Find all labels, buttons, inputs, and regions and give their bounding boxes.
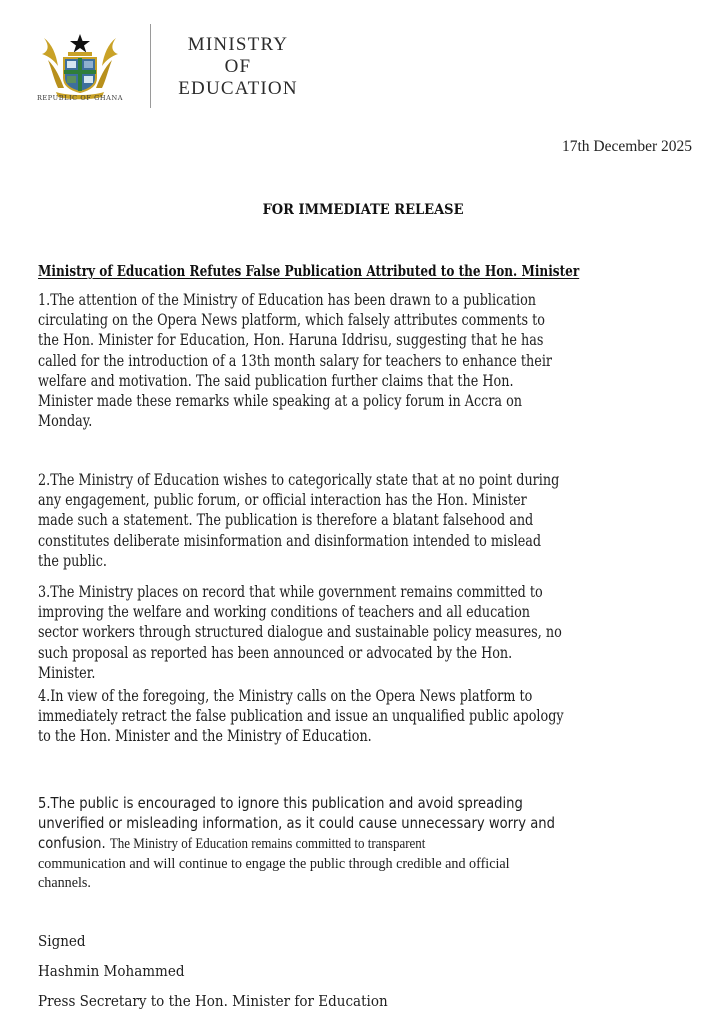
sans-segment: confusion. (38, 834, 110, 853)
paragraph-line: any engagement, public forum, or official interaction has the Hon. Minister (38, 491, 527, 510)
paragraph-line: such proposal as reported has been announced or advocated by the Hon. (38, 643, 513, 662)
paragraph-line: Minister. (38, 663, 96, 682)
ministry-line: EDUCATION (178, 78, 298, 99)
paragraph-line: constitutes deliberate misinformation and disinformation intended to mislead (38, 531, 542, 550)
paragraph-line: Minister made these remarks while speaking at a policy forum in Accra on (38, 391, 523, 410)
paragraph-line: 4.In view of the foregoing, the Ministry calls on the Opera News platform to (38, 687, 533, 705)
header-divider (150, 24, 151, 108)
serif-segment: The Ministry of Education remains committed to transparent (109, 835, 426, 853)
release-label (0, 202, 726, 218)
paragraph-line: 5.The public is encouraged to ignore this publication and avoid spreading (38, 794, 523, 812)
paragraph-line: 3.The Ministry places on record that while government remains committed to (38, 583, 543, 601)
signatory-name-text: Hashmin Mohammed (38, 962, 185, 980)
paragraph-3 (38, 582, 669, 683)
paragraph-line: made such a statement. The publication is therefore a blatant falsehood and (38, 511, 534, 530)
paragraph-line: welfare and motivation. The said publication further claims that the Hon. (38, 371, 514, 390)
paragraph-line: 1.The attention of the Ministry of Education has been drawn to a publication (38, 291, 536, 309)
signatory-name (38, 962, 201, 980)
paragraph-line: to the Hon. Minister and the Ministry of Education. (38, 727, 372, 746)
signatory-role-text: Press Secretary to the Hon. Minister for Education (38, 992, 388, 1010)
release-label-text: FOR IMMEDIATE RELEASE (262, 202, 464, 218)
paragraph-5 (38, 793, 643, 892)
paragraph-line: the public. (38, 551, 107, 570)
paragraph-line: sector workers through structured dialogue and sustainable policy measures, no (38, 623, 562, 642)
paragraph-line: unverified or misleading information, as it could cause unnecessary worry and (38, 814, 555, 833)
paragraph-2 (38, 470, 666, 571)
paragraph-line: the Hon. Minister for Education, Hon. Haruna Iddrisu, suggesting that he has (38, 331, 544, 350)
paragraph-line: circulating on the Opera News platform, which falsely attributes comments to (38, 311, 545, 330)
signed-label (38, 932, 91, 950)
paragraph-1 (38, 290, 657, 431)
paragraph-line: immediately retract the false publication and issue an unqualified public apology (38, 707, 564, 726)
ghana-coat-of-arms-logo (38, 30, 122, 100)
ministry-wordmark (168, 34, 308, 100)
ministry-line: OF (224, 56, 252, 77)
signatory-role (38, 992, 427, 1010)
coat-of-arms-icon (38, 30, 122, 100)
paragraph-line: 2.The Ministry of Education wishes to categorically state that at no point during (38, 471, 560, 489)
paragraph-line: communication and will continue to engage the public through credible and official (38, 854, 510, 872)
signed-text: Signed (38, 932, 86, 950)
paragraph-line: channels. (38, 873, 91, 891)
paragraph-line: improving the welfare and working conditions of teachers and all education (38, 603, 531, 622)
paragraph-4 (38, 686, 671, 747)
paragraph-line-mixed (38, 833, 555, 853)
paragraph-line: called for the introduction of a 13th month salary for teachers to enhance their (38, 351, 553, 370)
release-date: 17th December 2025 (562, 138, 692, 155)
document-title: Ministry of Education Refutes False Publication Attributed to the Hon. Minister (38, 262, 580, 280)
ministry-line: MINISTRY (187, 34, 289, 55)
paragraph-line: Monday. (38, 412, 93, 431)
crest-caption: REPUBLIC OF GHANA (36, 94, 124, 102)
